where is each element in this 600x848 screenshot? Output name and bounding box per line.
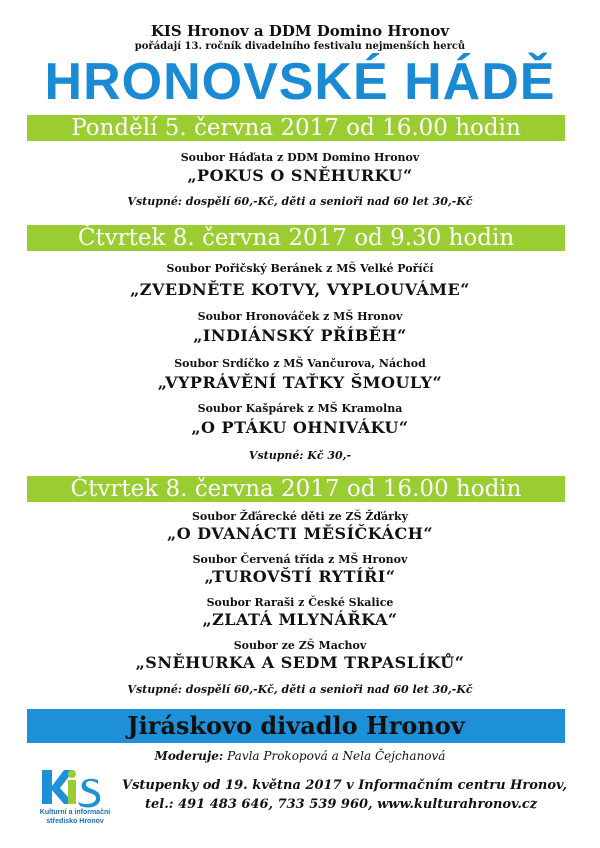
day3-ensemble-3: Soubor Raraši z České Skalice	[206, 596, 394, 609]
venue-banner: Jiráskovo divadlo Hronov	[27, 709, 565, 743]
contact-info: tel.: 491 483 646, 733 539 960, www.kulturahronov.cz	[145, 797, 538, 812]
day2-admission: Vstupné: Kč 30,-	[248, 449, 352, 462]
day2-ensemble-3: Soubor Srdíčko z MŠ Vančurova, Náchod	[174, 357, 426, 370]
day1-heading: Pondělí 5. června 2017 od 16.00 hodin	[27, 115, 565, 141]
day3-admission: Vstupné: dospělí 60,-Kč, děti a senioři nad 60 let 30,-Kč	[127, 683, 473, 696]
day3-title-2: „TUROVŠTÍ RYTÍŘI“	[204, 567, 396, 586]
moderators-names: Pavla Prokopová a Nela Čejchanová	[227, 749, 446, 763]
day2-title-2: „INDIÁNSKÝ PŘÍBĚH“	[193, 326, 407, 345]
moderators-label: Moderuje:	[154, 749, 224, 763]
logo-caption	[30, 808, 120, 826]
presents-line: pořádají 13. ročník divadelního festivalu nejmenších herců	[134, 41, 466, 52]
logo-caption-line1: Kulturní a informační	[39, 809, 111, 816]
day2-title-1: „ZVEDNĚTE KOTVY, VYPLOUVÁME“	[130, 280, 470, 299]
day1-admission: Vstupné: dospělí 60,-Kč, děti a senioři nad 60 let 30,-Kč	[127, 195, 473, 208]
day2-ensemble-2: Soubor Hronováček z MŠ Hronov	[197, 310, 403, 323]
day3-ensemble-1: Soubor Žďárecké děti ze ZŠ Žďárky	[191, 510, 409, 523]
organizers: KIS Hronov a DDM Domino Hronov	[150, 22, 450, 40]
day2-heading: Čtvrtek 8. června 2017 od 9.30 hodin	[27, 225, 565, 251]
day2-title-3: „VYPRÁVĚNÍ TAŤKY ŠMOULY“	[157, 373, 443, 392]
day3-ensemble-2: Soubor Červená třída z MŠ Hronov	[192, 553, 408, 566]
logo-caption-line2: středisko Hronov	[46, 818, 104, 825]
day3-title-1: „O DVANÁCTI MĚSÍČKÁCH“	[166, 524, 434, 543]
day3-ensemble-4: Soubor ze ZŠ Machov	[233, 639, 367, 652]
day2-ensemble-1: Soubor Pořičský Beránek z MŠ Velké Poříčí	[166, 262, 434, 275]
tickets-info: Vstupenky od 19. května 2017 v Informačním centru Hronov,	[122, 778, 568, 793]
day2-title-4: „O PTÁKU OHNIVÁKU“	[191, 418, 409, 437]
moderators-line	[0, 749, 600, 763]
day3-title-3: „ZLATÁ MLYNÁŘKA“	[202, 610, 398, 629]
day1-title-1: „POKUS O SNĚHURKU“	[187, 166, 413, 185]
day1-ensemble-1: Soubor Háďata z DDM Domino Hronov	[180, 151, 420, 164]
day2-ensemble-4: Soubor Kašpárek z MŠ Kramolna	[197, 402, 403, 415]
day3-heading: Čtvrtek 8. června 2017 od 16.00 hodin	[27, 476, 565, 502]
day3-title-4: „SNĚHURKA A SEDM TRPASLÍKŮ“	[135, 653, 465, 672]
festival-title: HRONOVSKÉ HÁDĚ	[44, 53, 556, 111]
